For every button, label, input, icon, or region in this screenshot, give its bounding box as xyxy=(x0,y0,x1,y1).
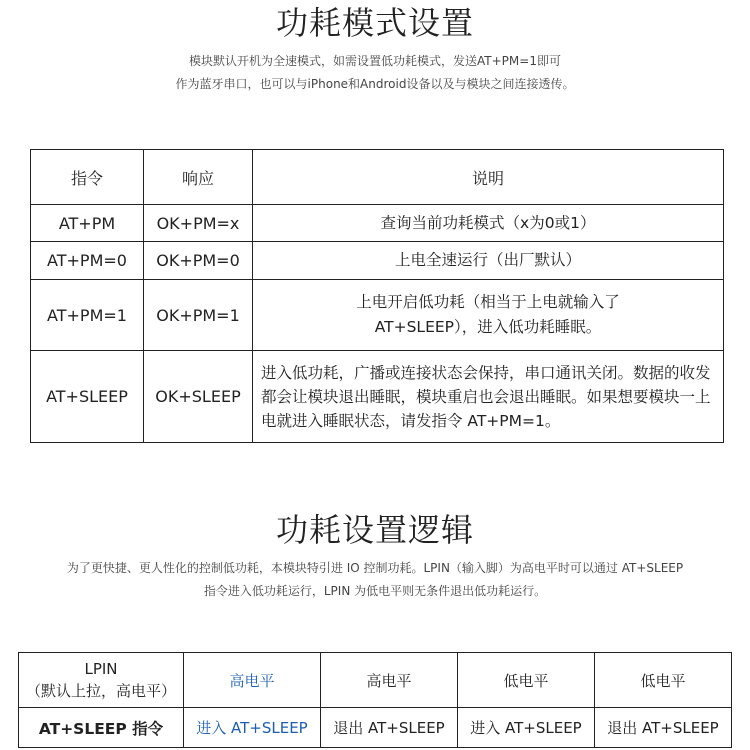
sleep-command-label: AT+SLEEP 指令 xyxy=(19,708,184,748)
section2-desc-line1: 为了更快捷、更人性化的控制低功耗，本模块特引进 IO 控制功耗。LPIN（输入脚）为高电平时可以通过 AT+SLEEP xyxy=(66,561,684,575)
response-cell: OK+PM=x xyxy=(144,205,253,242)
header-description: 说明 xyxy=(253,150,724,205)
header-command: 指令 xyxy=(31,150,144,205)
level-cell: 低电平 xyxy=(595,653,732,708)
table-header-row xyxy=(31,150,724,205)
command-cell: AT+PM=0 xyxy=(31,242,144,280)
section2-desc-line2: 指令进入低功耗运行，LPIN 为低电平则无条件退出低功耗运行。 xyxy=(203,584,547,598)
section1-title: 功耗模式设置 xyxy=(275,4,474,42)
command-cell: AT+PM xyxy=(31,205,144,242)
lpin-header xyxy=(19,653,184,708)
level-cell: 高电平 xyxy=(184,653,321,708)
level-cell: 高电平 xyxy=(321,653,458,708)
description-cell: 进入低功耗，广播或连接状态会保持，串口通讯关闭。数据的收发都会让模块退出睡眠，模块重启也会退出睡眠。如果想要模块一上电就进入睡眠状态，请发指令 AT+PM=1。 xyxy=(253,351,724,443)
description-cell: 上电开启低功耗（相当于上电就输入了 AT+SLEEP），进入低功耗睡眠。 xyxy=(253,280,724,351)
table-row xyxy=(31,242,724,280)
table-row xyxy=(31,205,724,242)
section2-title: 功耗设置逻辑 xyxy=(275,511,474,549)
command-cell: AT+PM=1 xyxy=(31,280,144,351)
lpin-label: LPIN xyxy=(84,660,118,678)
lpin-row xyxy=(19,653,732,708)
section1-desc-line2: 作为蓝牙串口，也可以与iPhone和Android设备以及与模块之间连接透传。 xyxy=(175,77,575,91)
action-cell: 进入 AT+SLEEP xyxy=(458,708,595,748)
response-cell: OK+PM=1 xyxy=(144,280,253,351)
action-cell: 退出 AT+SLEEP xyxy=(321,708,458,748)
action-cell: 退出 AT+SLEEP xyxy=(595,708,732,748)
response-cell: OK+PM=0 xyxy=(144,242,253,280)
command-cell: AT+SLEEP xyxy=(31,351,144,443)
action-cell: 进入 AT+SLEEP xyxy=(184,708,321,748)
power-mode-table xyxy=(30,149,724,443)
response-cell: OK+SLEEP xyxy=(144,351,253,443)
power-logic-table xyxy=(18,652,732,748)
table-row xyxy=(31,351,724,443)
sleep-row xyxy=(19,708,732,748)
level-cell: 低电平 xyxy=(458,653,595,708)
header-response: 响应 xyxy=(144,150,253,205)
lpin-sublabel: （默认上拉，高电平） xyxy=(25,682,176,700)
description-cell: 查询当前功耗模式（x为0或1） xyxy=(253,205,724,242)
description-cell: 上电全速运行（出厂默认） xyxy=(253,242,724,280)
table-row xyxy=(31,280,724,351)
section1-desc-line1: 模块默认开机为全速模式，如需设置低功耗模式，发送AT+PM=1即可 xyxy=(189,54,561,68)
